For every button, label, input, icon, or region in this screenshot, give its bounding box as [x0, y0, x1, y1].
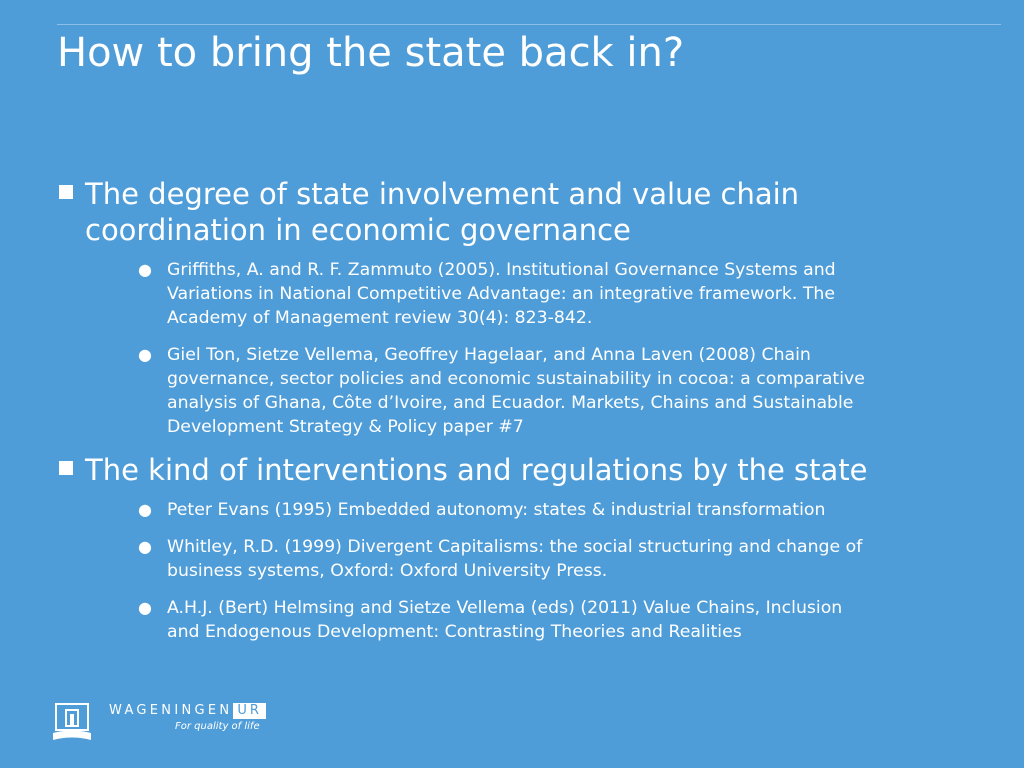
square-bullet-icon	[59, 461, 73, 475]
logo-brand-main: WAGENINGEN	[109, 703, 233, 718]
logo-brand-box: UR	[233, 703, 266, 719]
reference-line: business systems, Oxford: Oxford University Press.	[167, 561, 608, 581]
heading-line: The degree of state involvement and value chain	[85, 177, 800, 211]
reference-line: Academy of Management review 30(4): 823-842.	[167, 308, 593, 328]
logo-tagline: For quality of life	[175, 721, 260, 732]
reference-line: analysis of Ghana, Côte d’Ivoire, and Ecuador. Markets, Chains and Sustainable	[167, 393, 854, 413]
heading-line: The kind of interventions and regulations by the state	[85, 453, 868, 487]
reference-line: Variations in National Competitive Advantage: an integrative framework. The	[167, 284, 836, 304]
slide-title: How to bring the state back in?	[57, 30, 685, 76]
reference-item	[57, 258, 987, 330]
reference-line: Giel Ton, Sietze Vellema, Geoffrey Hagelaar, and Anna Laven (2008) Chain	[167, 345, 811, 365]
reference-line: governance, sector policies and economic sustainability in cocoa: a comparative	[167, 369, 865, 389]
reference-line: Peter Evans (1995) Embedded autonomy: states & industrial transformation	[167, 500, 826, 520]
round-bullet-icon: ●	[138, 598, 152, 617]
heading-line: coordination in economic governance	[85, 213, 631, 247]
round-bullet-icon: ●	[138, 260, 152, 279]
round-bullet-icon: ●	[138, 500, 152, 519]
logo-wordmark	[109, 703, 266, 719]
reference-item	[57, 535, 987, 583]
square-bullet-icon	[59, 185, 73, 199]
reference-line: and Endogenous Development: Contrasting Theories and Realities	[167, 622, 742, 642]
reference-line: Whitley, R.D. (1999) Divergent Capitalisms: the social structuring and change of	[167, 537, 863, 557]
reference-item	[57, 343, 987, 439]
reference-item	[57, 596, 987, 644]
round-bullet-icon: ●	[138, 345, 152, 364]
reference-list	[57, 498, 987, 644]
reference-item	[57, 498, 987, 522]
bullet-state-involvement	[57, 176, 987, 248]
round-bullet-icon: ●	[138, 537, 152, 556]
reference-list	[57, 258, 987, 439]
bullet-state-interventions	[57, 452, 987, 488]
slide-content	[57, 176, 987, 657]
title-divider	[57, 24, 1001, 25]
reference-line: A.H.J. (Bert) Helmsing and Sietze Vellema (eds) (2011) Value Chains, Inclusion	[167, 598, 843, 618]
reference-line: Griffiths, A. and R. F. Zammuto (2005). Institutional Governance Systems and	[167, 260, 836, 280]
reference-line: Development Strategy & Policy paper #7	[167, 417, 524, 437]
wageningen-ur-logo	[46, 702, 316, 748]
wageningen-emblem-icon	[52, 702, 92, 742]
